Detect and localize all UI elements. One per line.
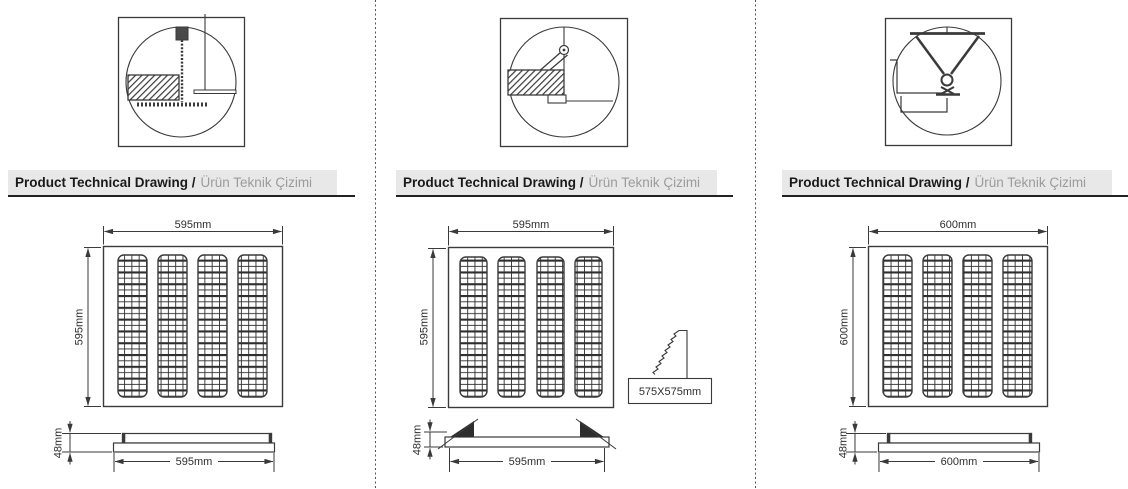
- led-grid-slot: [158, 255, 187, 397]
- dim-label-profile-width: 600mm: [940, 456, 978, 468]
- led-grid-slot: [238, 255, 267, 397]
- side-height-dimension-1: [53, 421, 122, 465]
- dim-label-profile-height: 48mm: [52, 427, 65, 459]
- surface-mount-detail-icon: [119, 14, 245, 147]
- ceiling-hatch-1: [128, 75, 179, 100]
- front-height-dimension-3: [839, 248, 867, 407]
- front-width-dimension-3: [869, 219, 1048, 245]
- led-grid-slot: [118, 255, 147, 397]
- header-title-en-2: Product Technical Drawing /: [403, 175, 584, 190]
- header-title-en-3: Product Technical Drawing /: [789, 175, 970, 190]
- led-grid-slot: [537, 257, 564, 397]
- spring-clip-right: [580, 421, 604, 437]
- cutout-size-label: 575X575mm: [638, 386, 702, 398]
- detail-frame-3: [886, 19, 1012, 146]
- dim-label-profile-width: 595mm: [508, 456, 546, 468]
- front-height-dimension-1: [74, 248, 102, 407]
- profile-endpost: [269, 434, 271, 444]
- profile-body: [445, 437, 609, 447]
- recessed-spring-clip-detail-icon: [501, 19, 628, 147]
- saw-cut-zigzag: [653, 331, 687, 375]
- suspension-nut: [176, 27, 188, 40]
- dim-label-height: 595mm: [73, 308, 86, 346]
- profile-flange: [114, 443, 275, 452]
- profile-endpost: [888, 434, 890, 444]
- profile-flange: [879, 443, 1040, 452]
- side-width-dimension-2: [450, 448, 605, 472]
- ceiling-hatch-2: [508, 70, 564, 95]
- panel-side-view-1: [114, 434, 275, 453]
- led-grid-slot: [1003, 255, 1032, 397]
- spring-clip-left: [450, 421, 474, 437]
- header-title-tr-1: Ürün Teknik Çizimi: [200, 175, 313, 190]
- clip-loop: [942, 75, 953, 86]
- side-width-dimension-3: [879, 453, 1039, 472]
- ceiling-cutout-icon: [629, 330, 712, 404]
- front-width-dimension-2: [449, 219, 614, 246]
- wire-clip-right: [951, 36, 979, 74]
- header-title-tr-2: Ürün Teknik Çizimi: [588, 175, 701, 190]
- led-grid-slot: [575, 257, 602, 397]
- dim-label-profile-height: 48mm: [411, 424, 424, 456]
- profile-endpost: [1029, 434, 1031, 444]
- header-title-tr-3: Ürün Teknik Çizimi: [974, 175, 1087, 190]
- led-grid-slot: [498, 257, 525, 397]
- dim-label-width: 600mm: [939, 219, 977, 231]
- panel-side-view-3: [879, 434, 1040, 453]
- dim-label-profile-height: 48mm: [837, 427, 850, 459]
- profile-body: [123, 434, 272, 444]
- led-grid-slot: [883, 255, 912, 397]
- dim-label-height: 595mm: [418, 308, 431, 346]
- ceiling-profile: [194, 90, 236, 94]
- dim-label-height: 600mm: [838, 308, 851, 346]
- detail-circle-3: [893, 27, 1001, 135]
- dim-label-profile-width: 595mm: [175, 456, 213, 468]
- panel-front-view-1: [104, 247, 283, 407]
- front-width-dimension-1: [104, 219, 283, 245]
- recess-notch: [548, 95, 566, 103]
- led-grid-slot: [460, 257, 487, 397]
- dim-label-width: 595mm: [174, 219, 212, 231]
- panel-front-view-3: [869, 247, 1048, 407]
- panel-side-view-2: [438, 419, 616, 449]
- side-width-dimension-1: [114, 453, 274, 472]
- t-bar-clip-detail-icon: [886, 19, 1012, 146]
- header-title-en-1: Product Technical Drawing /: [15, 175, 196, 190]
- panel-edge-step: [901, 96, 947, 112]
- led-grid-slot: [963, 255, 992, 397]
- panel-front-view-2: [449, 248, 614, 408]
- front-height-dimension-2: [419, 249, 447, 408]
- led-grid-slot: [198, 255, 227, 397]
- led-grid-slot: [923, 255, 952, 397]
- profile-body: [888, 434, 1032, 444]
- dim-label-width: 595mm: [512, 219, 550, 231]
- profile-endpost: [123, 434, 125, 444]
- side-height-dimension-2: [412, 420, 448, 460]
- wire-clip-left: [916, 36, 944, 74]
